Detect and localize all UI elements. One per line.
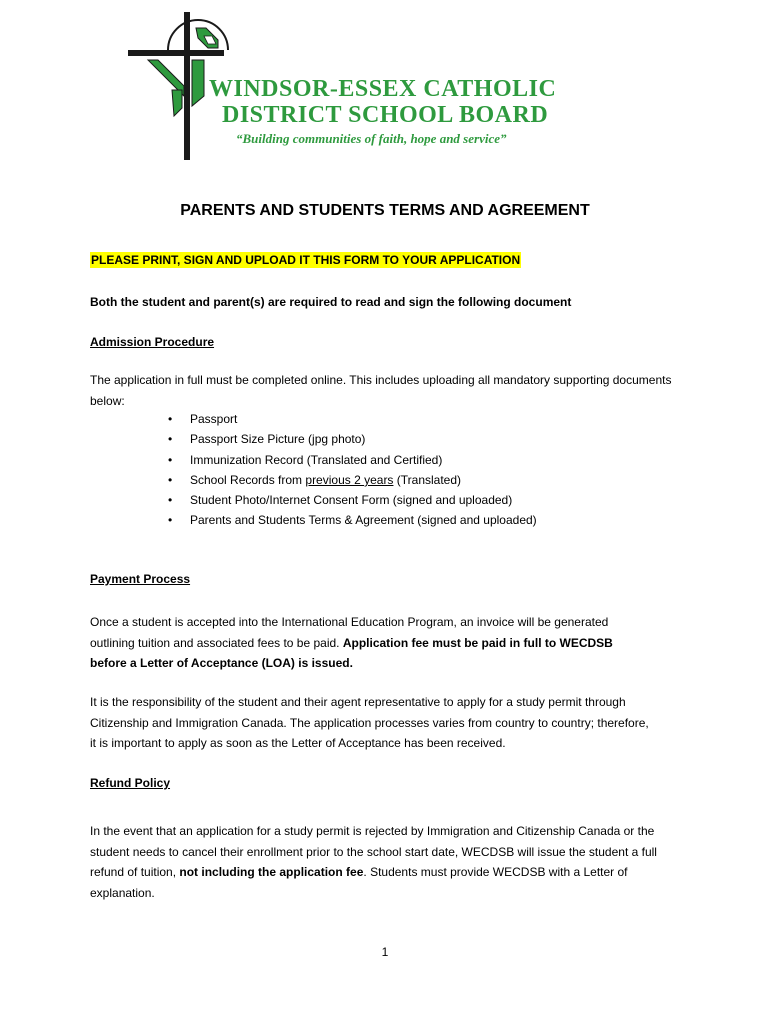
payment-paragraph-2: It is the responsibility of the student and their agent representative to apply for a study permit through Citizenship and Immigration Canada. The application processes varies from country to country; therefore, it is important to apply as soon as the Letter of Acceptance has been received.: [90, 695, 649, 750]
required-documents-list: [190, 409, 537, 531]
list-item: • Passport: [190, 409, 537, 429]
refund-heading: Refund Policy: [90, 776, 171, 790]
list-item: • School Records from previous 2 years (Translated): [190, 470, 537, 490]
org-tagline: “Building communities of faith, hope and service”: [236, 131, 507, 146]
list-item: • Passport Size Picture (jpg photo): [190, 429, 537, 449]
admission-heading: Admission Procedure: [90, 335, 215, 349]
list-item: • Immunization Record (Translated and Certified): [190, 450, 537, 470]
page-number: 1: [381, 945, 389, 959]
list-item: • Student Photo/Internet Consent Form (signed and uploaded): [190, 490, 537, 510]
payment-paragraph-1: Once a student is accepted into the International Education Program, an invoice will be generated outlining tuition and associated fees to be paid. Application fee must be paid in full to WECDSB before a Letter of Acceptance (LOA) is issued.: [90, 615, 613, 670]
refund-paragraph: In the event that an application for a study permit is rejected by Immigration and Citizenship Canada or the student needs to cancel their enrollment prior to the school start date, WECDSB will issue the student a full refund of tuition, not including the application fee. Students must provide WECDSB with a Letter of explanation.: [90, 824, 657, 900]
admission-intro: The application in full must be completed online. This includes uploading all mandatory supporting documents below:: [90, 373, 672, 408]
org-name-line1: WINDSOR-ESSEX CATHOLIC: [209, 76, 557, 102]
print-sign-upload-notice: PLEASE PRINT, SIGN AND UPLOAD IT THIS FORM TO YOUR APPLICATION: [91, 253, 521, 267]
required-notice: Both the student and parent(s) are required to read and sign the following document: [90, 295, 572, 309]
org-name-line2: DISTRICT SCHOOL BOARD: [222, 102, 549, 128]
document-title: PARENTS AND STUDENTS TERMS AND AGREEMENT: [180, 202, 590, 219]
payment-heading: Payment Process: [90, 572, 191, 586]
list-item: • Parents and Students Terms & Agreement (signed and uploaded): [190, 510, 537, 530]
